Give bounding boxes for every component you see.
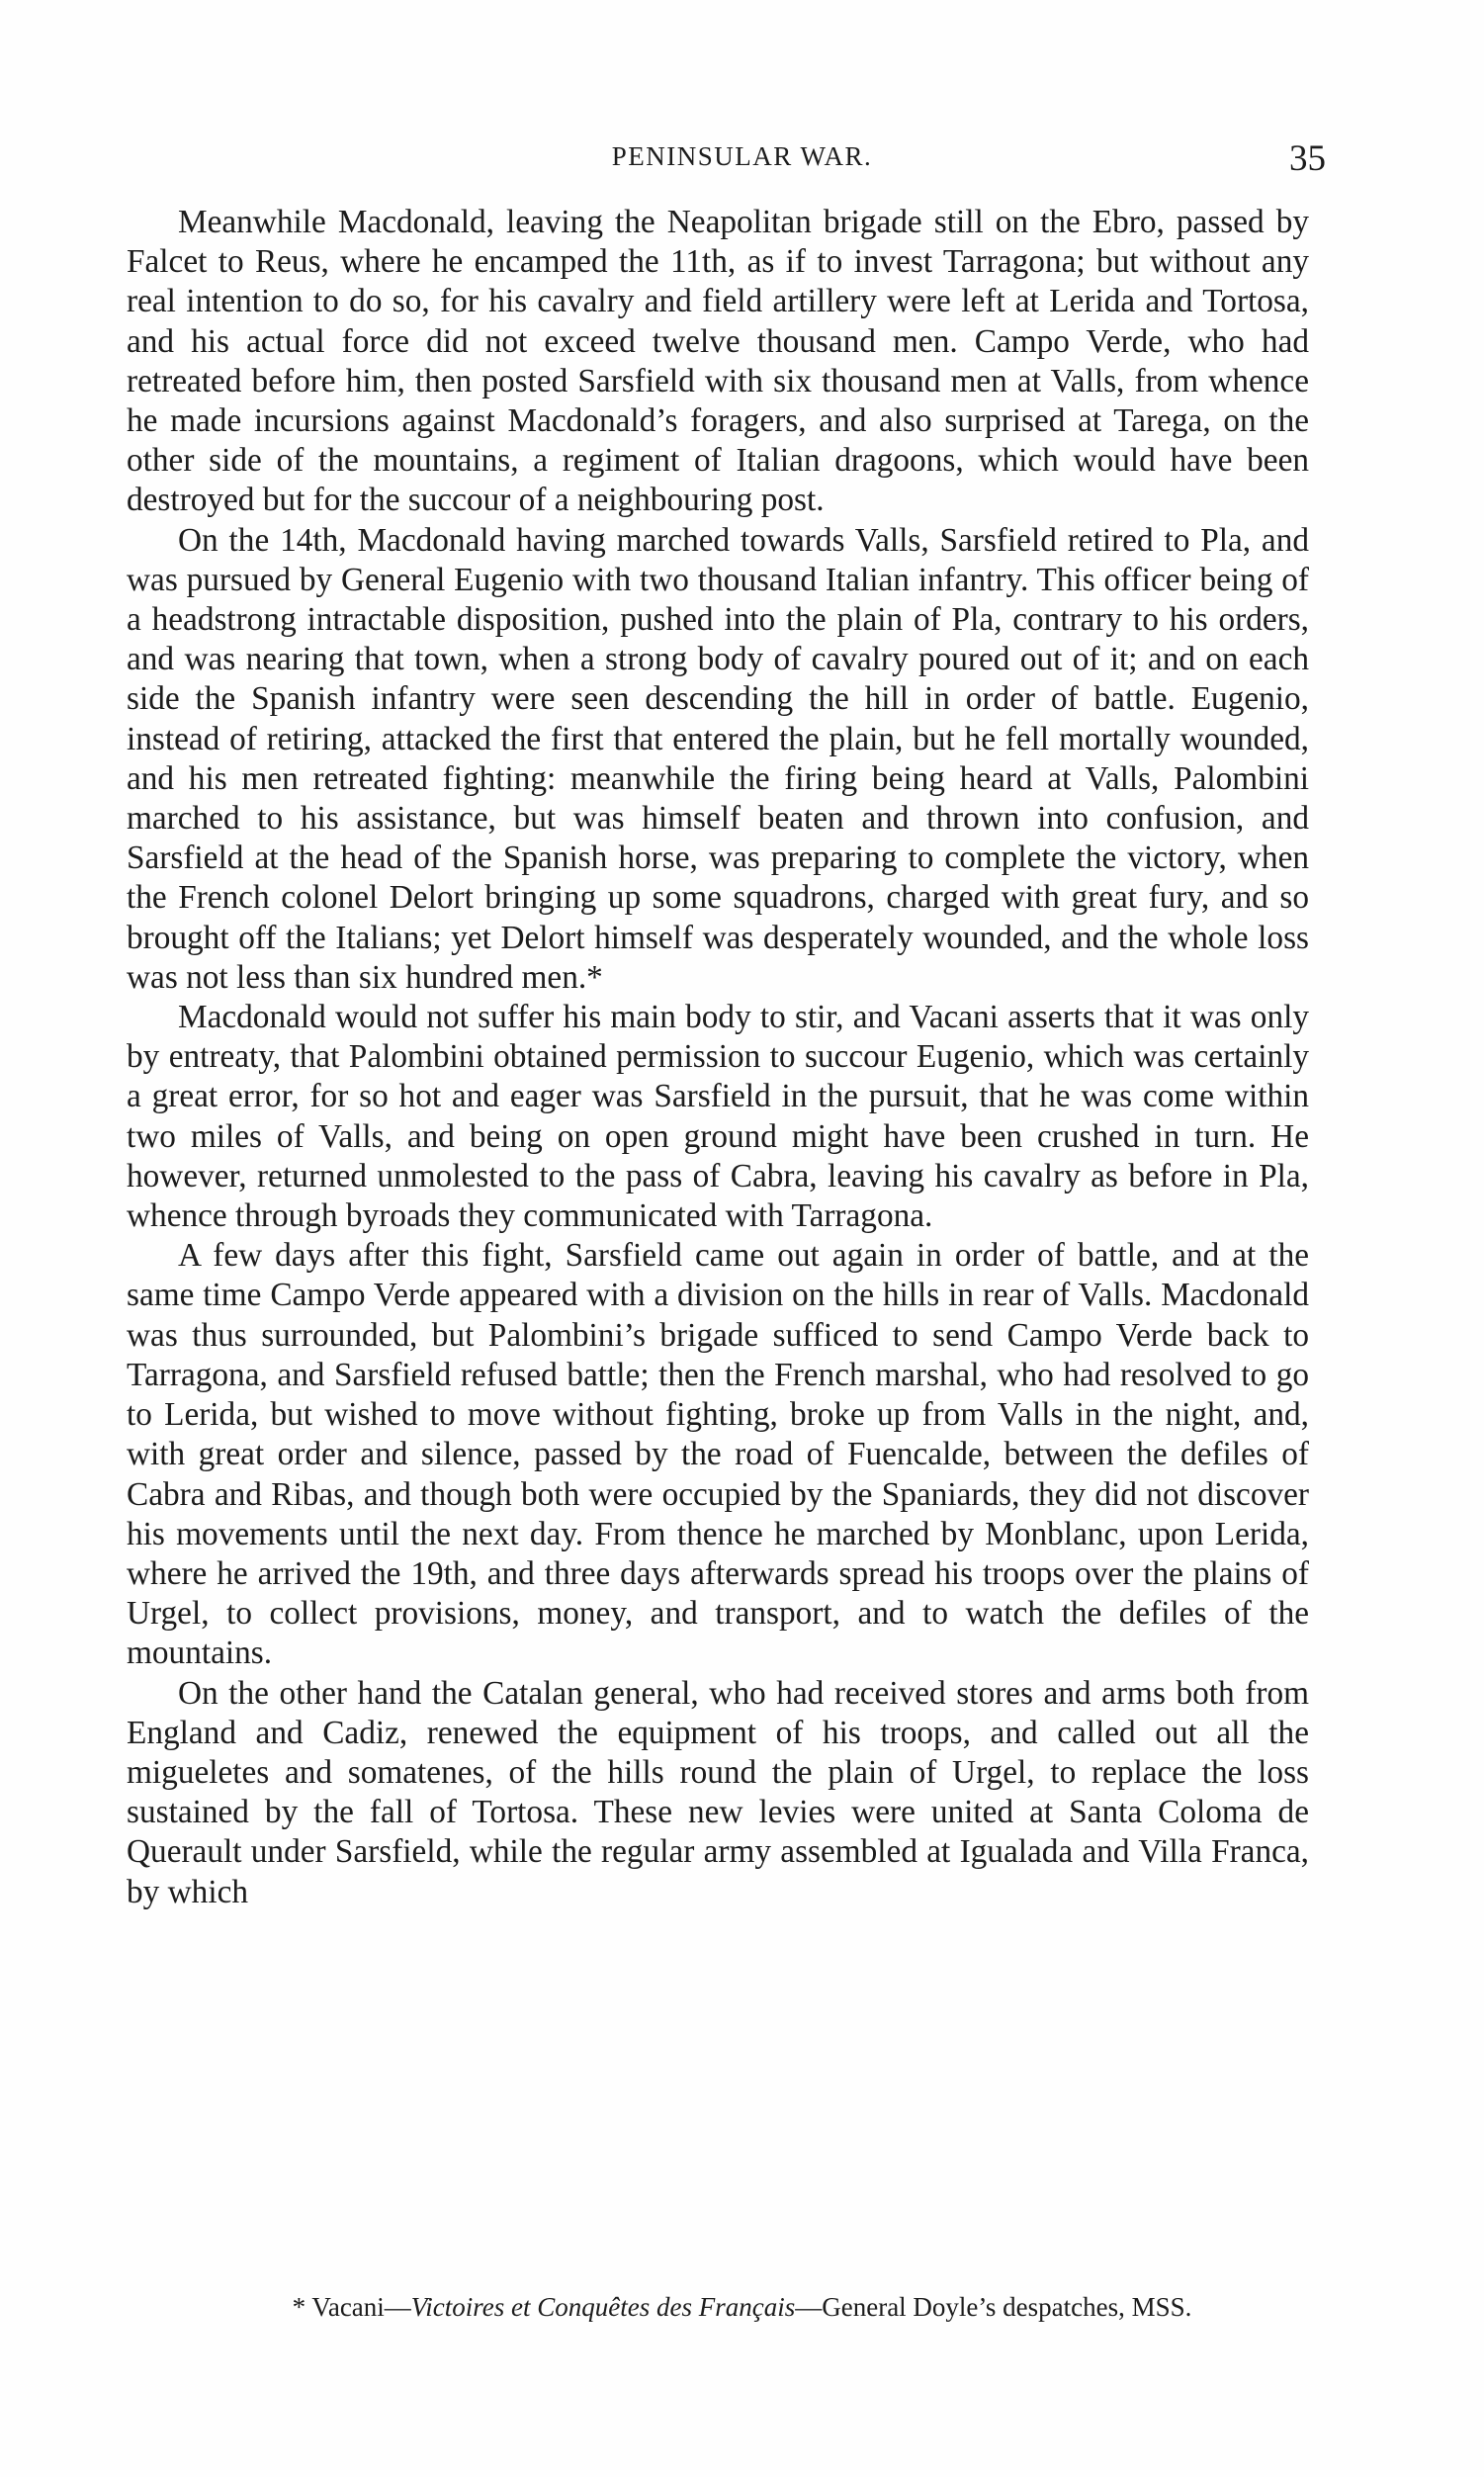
running-title: PENINSULAR WAR.: [611, 141, 873, 171]
paragraph-5: On the other hand the Catalan general, who had received stores and arms both from England and Cadiz, renewed the equipment of his troops, and called out all the migueletes and somatenes, of the hills round the plain of Urgel, to replace the loss sustained by the fall of Tortosa. These new levies were united at Santa Coloma de Querault under Sarsfield, while the regular army assembled at Igualada and Villa Franca, by which: [127, 1674, 1309, 1910]
footnote-work-title: Victoires et Conquêtes des Français: [410, 2292, 796, 2322]
running-head: [0, 133, 1484, 183]
paragraph-4: A few days after this fight, Sarsfield came out again in order of battle, and at the same time Campo Verde appeared with a division on the hills in rear of Valls. Macdonald was thus surrounded, but Palombini’s brigade sufficed to send Campo Verde back to Tarragona, and Sarsfield refused battle; then the French marshal, who had resolved to go to Lerida, but wished to move without fighting, broke up from Valls in the night, and, with great order and silence, passed by the road of Fuencalde, between the defiles of Cabra and Ribas, and though both were occupied by the Spaniards, they did not discover his movements until the next day. From thence he marched by Monblanc, upon Lerida, where he arrived the 19th, and three days afterwards spread his troops over the plains of Urgel, to collect provisions, money, and transport, and to watch the defiles of the mountains.: [127, 1237, 1309, 1672]
paragraph-3: Macdonald would not suffer his main body to stir, and Vacani asserts that it was only by entreaty, that Palombini obtained permission to succour Eugenio, which was certainly a great error, for so hot and eager was Sarsfield in the pursuit, that he was come within two miles of Valls, and being on open ground might have been crushed in turn. He however, returned unmolested to the pass of Cabra, leaving his cavalry as before in Pla, whence through byroads they communicated with Tarragona.: [127, 999, 1309, 1235]
page-number: 35: [1289, 138, 1326, 179]
body-text: [127, 203, 1309, 1912]
footnote: [0, 2292, 1484, 2323]
footnote-source: —General Doyle’s despatches, MSS.: [795, 2292, 1192, 2322]
paragraph-2: On the 14th, Macdonald having marched towards Valls, Sarsfield retired to Pla, and was pursued by General Eugenio with two thousand Italian infantry. This officer being of a headstrong intractable disposition, pushed into the plain of Pla, contrary to his orders, and was nearing that town, when a strong body of cavalry poured out of it; and on each side the Spanish infantry were seen descending the hill in order of battle. Eugenio, instead of retiring, attacked the first that entered the plain, but he fell mortally wounded, and his men retreated fighting: meanwhile the firing being heard at Valls, Palombini marched to his assistance, but was himself beaten and thrown into confusion, and Sarsfield at the head of the Spanish horse, was preparing to complete the victory, when the French colonel Delort bringing up some squadrons, charged with great fury, and so brought off the Italians; yet Delort himself was desperately wounded, and the whole loss was not less than six hundred men.*: [127, 521, 1309, 996]
footnote-author: Vacani—: [311, 2292, 411, 2322]
paragraph-1: Meanwhile Macdonald, leaving the Neapolitan brigade still on the Ebro, passed by Falcet to Reus, where he encamped the 11th, as if to invest Tarragona; but without any real intention to do so, for his cavalry and field artillery were left at Lerida and Tortosa, and his actual force did not exceed twelve thousand men. Campo Verde, who had retreated before him, then posted Sarsfield with six thousand men at Valls, from whence he made incursions against Macdonald’s foragers, and also surprised at Tarega, on the other side of the mountains, a regiment of Italian dragoons, which would have been destroyed but for the succour of a neighbouring post.: [127, 204, 1309, 519]
footnote-marker: *: [292, 2292, 312, 2322]
